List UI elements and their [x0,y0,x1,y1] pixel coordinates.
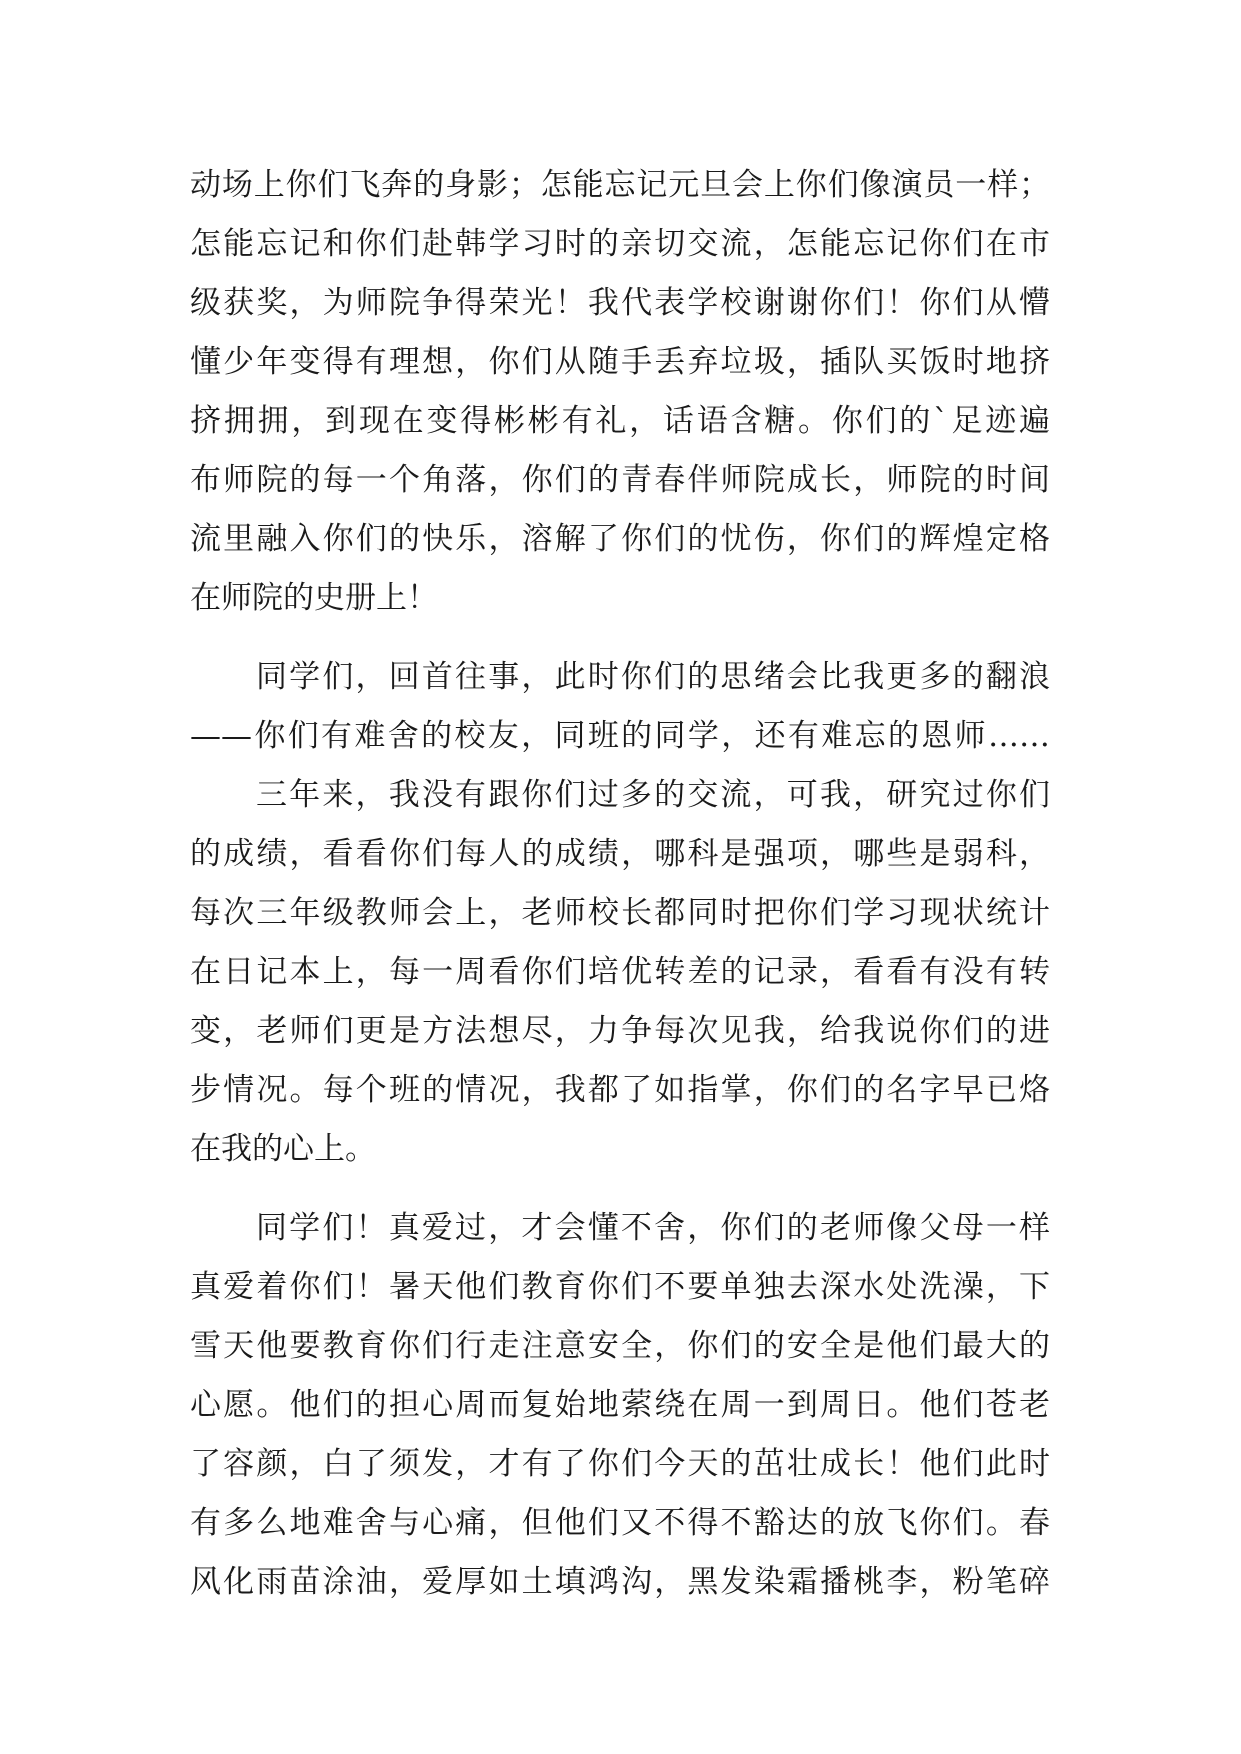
text-line: 有多么地难舍与心痛，但他们又不得不豁达的放飞你们。春 [190,1505,1050,1541]
text-line: ——你们有难舍的校友，同班的同学，还有难忘的恩师…… [190,718,1050,754]
text-line: 的成绩，看看你们每人的成绩，哪科是强项，哪些是弱科， [190,836,1050,872]
text-line: 懂少年变得有理想，你们从随手丢弃垃圾，插队买饭时地挤 [190,344,1050,380]
text-line: 动场上你们飞奔的身影；怎能忘记元旦会上你们像演员一样； [190,167,1050,203]
body-text [190,156,1050,1612]
text-line: 三年来，我没有跟你们过多的交流，可我，研究过你们 [256,777,1050,813]
text-line: 在师院的史册上！ [190,580,438,616]
text-line: 心愿。他们的担心周而复始地萦绕在周一到周日。他们苍老 [190,1387,1050,1423]
text-line: 怎能忘记和你们赴韩学习时的亲切交流，怎能忘记你们在市 [190,226,1050,262]
text-line: 流里融入你们的快乐，溶解了你们的忧伤，你们的辉煌定格 [190,521,1050,557]
text-line: 步情况。每个班的情况，我都了如指掌，你们的名字早已烙 [190,1072,1050,1108]
text-line: 在我的心上。 [190,1131,376,1167]
text-line: 变，老师们更是方法想尽，力争每次见我，给我说你们的进 [190,1013,1050,1049]
text-line: 挤拥拥，到现在变得彬彬有礼，话语含糖。你们的`足迹遍 [190,403,1050,439]
text-line: 同学们，回首往事，此时你们的思绪会比我更多的翻浪 [256,659,1050,695]
text-line: 雪天他要教育你们行走注意安全，你们的安全是他们最大的 [190,1328,1050,1364]
text-line: 真爱着你们！暑天他们教育你们不要单独去深水处洗澡，下 [190,1269,1050,1305]
text-line: 在日记本上，每一周看你们培优转差的记录，看看有没有转 [190,954,1050,990]
text-line: 风化雨苗涂油，爱厚如土填鸿沟，黑发染霜播桃李，粉笔碎 [190,1564,1050,1600]
text-line: 了容颜，白了须发，才有了你们今天的茁壮成长！他们此时 [190,1446,1050,1482]
text-line: 每次三年级教师会上，老师校长都同时把你们学习现状统计 [190,895,1050,931]
text-line: 布师院的每一个角落，你们的青春伴师院成长，师院的时间 [190,462,1050,498]
text-line: 同学们！真爱过，才会懂不舍，你们的老师像父母一样 [256,1210,1050,1246]
paragraph-gap [190,628,1050,648]
text-line: 级获奖，为师院争得荣光！我代表学校谢谢你们！你们从懵 [190,285,1050,321]
paragraph-gap [190,1179,1050,1199]
